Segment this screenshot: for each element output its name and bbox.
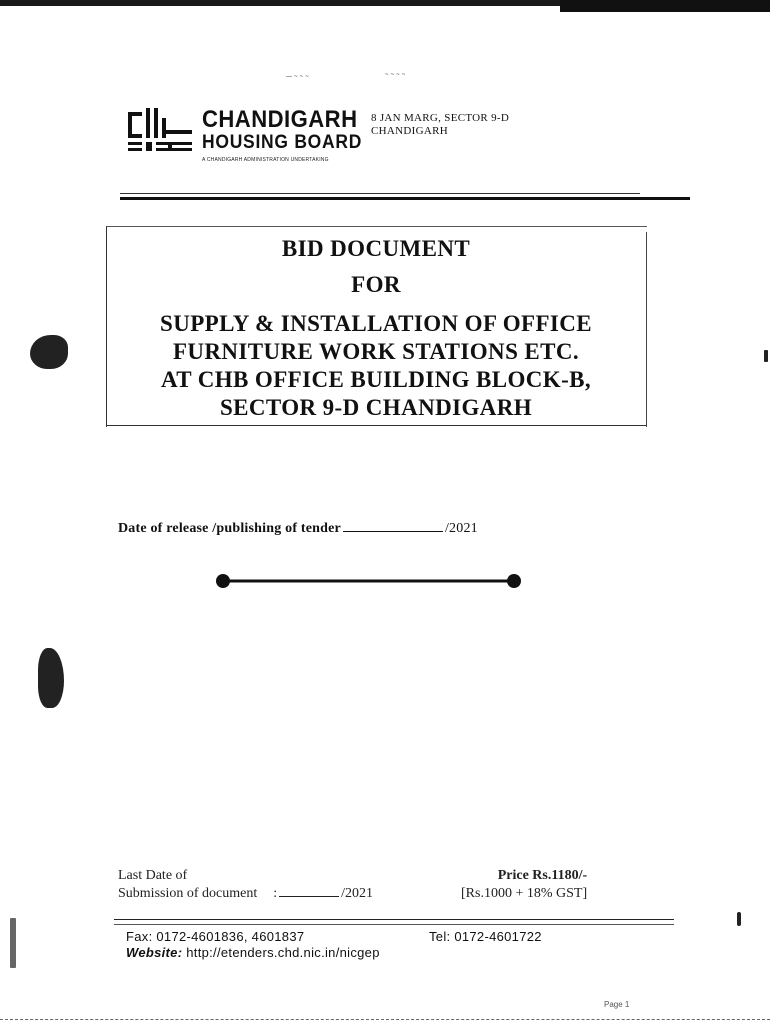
release-date-label: Date of release /publishing of tender <box>118 521 341 536</box>
website-url: http://etenders.chd.nic.in/nicgep <box>186 945 380 960</box>
submission-year: /2021 <box>341 886 374 901</box>
submission-blank <box>279 886 339 897</box>
submission-label: Submission of document <box>118 886 258 901</box>
decorative-divider <box>214 572 524 590</box>
scan-mark <box>737 912 741 926</box>
title-box-border <box>106 425 646 426</box>
scan-edge-top-right <box>560 0 770 12</box>
stamp-mark: — ~ ~ ~ <box>286 74 309 80</box>
subject-line: SUPPLY & INSTALLATION OF OFFICE <box>160 311 592 336</box>
header-divider <box>120 197 690 200</box>
release-date <box>118 521 478 537</box>
scan-smudge <box>30 335 68 369</box>
footer-contact <box>126 929 380 961</box>
logo-subtitle: HOUSING BOARD <box>202 132 363 153</box>
document-price <box>461 867 587 903</box>
footer-website <box>126 945 380 961</box>
footer-tel: Tel: 0172-4601722 <box>429 929 542 944</box>
scan-edge-bottom <box>0 1019 770 1021</box>
address <box>371 112 509 138</box>
submission-line <box>118 885 373 903</box>
document-subject <box>106 310 646 422</box>
release-date-blank <box>343 521 443 532</box>
header-divider-thin <box>120 193 640 194</box>
document-title-for: FOR <box>351 272 401 297</box>
footer-fax: Fax: 0172-4601836, 4601837 <box>126 929 305 944</box>
scan-mark <box>764 350 768 362</box>
scan-smudge <box>38 648 64 708</box>
document-title: BID DOCUMENT <box>281 236 471 261</box>
subject-line: SECTOR 9-D CHANDIGARH <box>219 395 533 420</box>
price-amount: Price Rs.1180/- <box>497 868 588 883</box>
website-label: Website: <box>126 945 183 960</box>
price-breakdown: [Rs.1000 + 18% GST] <box>461 886 588 901</box>
subject-line: AT CHB OFFICE BUILDING BLOCK-B, <box>160 367 592 392</box>
footer-divider <box>114 919 674 920</box>
submission-separator: : <box>273 886 278 901</box>
submission-label: Last Date of <box>118 868 188 883</box>
stamp-mark: ~ ~ ~ ~ <box>385 72 406 78</box>
submission-date <box>118 867 373 903</box>
logo-tagline: A CHANDIGARH ADMINISTRATION UNDERTAKING <box>202 157 329 163</box>
title-box-border <box>646 232 647 427</box>
scan-mark <box>10 918 16 968</box>
page-number: Page 1 <box>604 1000 630 1009</box>
subject-line: FURNITURE WORK STATIONS ETC. <box>172 339 580 364</box>
address-line: CHANDIGARH <box>371 125 448 137</box>
address-line: 8 JAN MARG, SECTOR 9-D <box>371 112 510 124</box>
footer-divider <box>114 924 674 925</box>
logo-title: CHANDIGARH <box>202 106 358 133</box>
chb-logo-icon <box>128 108 196 154</box>
release-date-year: /2021 <box>444 521 478 536</box>
